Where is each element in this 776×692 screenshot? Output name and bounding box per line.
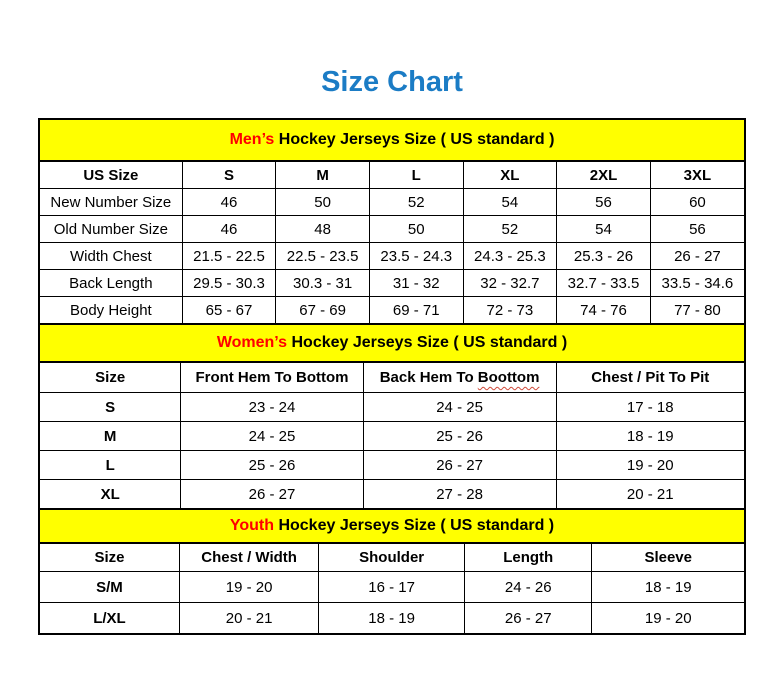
womens-section-title: Hockey Jerseys Size ( US standard ) bbox=[287, 334, 568, 351]
table-cell: 77 - 80 bbox=[650, 297, 744, 324]
table-cell: 54 bbox=[557, 216, 651, 243]
table-row bbox=[40, 603, 744, 634]
table-cell: 56 bbox=[557, 189, 651, 216]
table-cell: 21.5 - 22.5 bbox=[182, 243, 276, 270]
youth-section-highlight: Youth bbox=[229, 517, 274, 534]
table-row bbox=[40, 422, 744, 451]
table-row bbox=[40, 270, 744, 297]
womens-size-table bbox=[40, 363, 744, 508]
page-title: Size Chart bbox=[321, 66, 463, 98]
table-cell: 19 - 20 bbox=[179, 572, 318, 603]
table-cell: 19 - 20 bbox=[556, 451, 744, 480]
table-cell: 26 - 27 bbox=[650, 243, 744, 270]
row-label: S/M bbox=[40, 572, 179, 603]
table-cell: 60 bbox=[650, 189, 744, 216]
table-cell: 30.3 - 31 bbox=[276, 270, 370, 297]
size-chart bbox=[38, 118, 746, 635]
row-label: L bbox=[40, 451, 181, 480]
table-row bbox=[40, 572, 744, 603]
table-cell: 19 - 20 bbox=[592, 603, 744, 634]
column-header: Front Hem To Bottom bbox=[181, 363, 363, 393]
table-cell: 25 - 26 bbox=[363, 422, 556, 451]
column-header-text: Back Hem To bbox=[379, 369, 478, 386]
row-label: Old Number Size bbox=[40, 216, 182, 243]
column-header: Shoulder bbox=[319, 544, 465, 572]
row-label: Body Height bbox=[40, 297, 182, 324]
mens-section-highlight: Men’s bbox=[229, 131, 275, 148]
column-header: Sleeve bbox=[592, 544, 744, 572]
table-row bbox=[40, 393, 744, 422]
table-cell: 25.3 - 26 bbox=[557, 243, 651, 270]
table-row bbox=[40, 189, 744, 216]
table-cell: 72 - 73 bbox=[463, 297, 557, 324]
table-cell: 24.3 - 25.3 bbox=[463, 243, 557, 270]
table-cell: 24 - 25 bbox=[363, 393, 556, 422]
column-header bbox=[363, 363, 556, 393]
table-row bbox=[40, 216, 744, 243]
table-cell: 26 - 27 bbox=[181, 480, 363, 509]
table-cell: 22.5 - 23.5 bbox=[276, 243, 370, 270]
table-cell: 67 - 69 bbox=[276, 297, 370, 324]
row-label: New Number Size bbox=[40, 189, 182, 216]
table-cell: 24 - 26 bbox=[465, 572, 592, 603]
table-row bbox=[40, 451, 744, 480]
mens-header-row bbox=[40, 162, 744, 189]
table-cell: 50 bbox=[276, 189, 370, 216]
youth-section-title: Hockey Jerseys Size ( US standard ) bbox=[274, 517, 555, 534]
column-header: L bbox=[369, 162, 463, 189]
table-cell: 46 bbox=[182, 216, 276, 243]
column-header: US Size bbox=[40, 162, 182, 189]
table-row bbox=[40, 243, 744, 270]
mens-section-banner bbox=[40, 120, 744, 162]
table-cell: 17 - 18 bbox=[556, 393, 744, 422]
womens-section-highlight: Women’s bbox=[216, 334, 288, 351]
table-cell: 46 bbox=[182, 189, 276, 216]
table-cell: 50 bbox=[369, 216, 463, 243]
table-cell: 74 - 76 bbox=[557, 297, 651, 324]
table-cell: 26 - 27 bbox=[465, 603, 592, 634]
row-label: M bbox=[40, 422, 181, 451]
table-cell: 27 - 28 bbox=[363, 480, 556, 509]
row-label: XL bbox=[40, 480, 181, 509]
table-cell: 18 - 19 bbox=[556, 422, 744, 451]
column-header: XL bbox=[463, 162, 557, 189]
mens-size-table bbox=[40, 162, 744, 323]
column-header: Chest / Pit To Pit bbox=[556, 363, 744, 393]
table-cell: 56 bbox=[650, 216, 744, 243]
table-cell: 20 - 21 bbox=[556, 480, 744, 509]
table-cell: 25 - 26 bbox=[181, 451, 363, 480]
table-row bbox=[40, 297, 744, 324]
mens-section-title: Hockey Jerseys Size ( US standard ) bbox=[274, 131, 555, 148]
row-label: L/XL bbox=[40, 603, 179, 634]
youth-header-row bbox=[40, 544, 744, 572]
column-header: S bbox=[182, 162, 276, 189]
column-header: Size bbox=[40, 363, 181, 393]
row-label: S bbox=[40, 393, 181, 422]
womens-section-banner bbox=[40, 323, 744, 363]
table-cell: 65 - 67 bbox=[182, 297, 276, 324]
row-label: Back Length bbox=[40, 270, 182, 297]
column-header: Length bbox=[465, 544, 592, 572]
column-header: Chest / Width bbox=[179, 544, 318, 572]
womens-header-row bbox=[40, 363, 744, 393]
table-cell: 23.5 - 24.3 bbox=[369, 243, 463, 270]
youth-size-table bbox=[40, 544, 744, 633]
table-cell: 32.7 - 33.5 bbox=[557, 270, 651, 297]
table-cell: 33.5 - 34.6 bbox=[650, 270, 744, 297]
table-row bbox=[40, 480, 744, 509]
column-header: M bbox=[276, 162, 370, 189]
table-cell: 16 - 17 bbox=[319, 572, 465, 603]
table-cell: 18 - 19 bbox=[592, 572, 744, 603]
column-header: Size bbox=[40, 544, 179, 572]
table-cell: 32 - 32.7 bbox=[463, 270, 557, 297]
youth-section-banner bbox=[40, 508, 744, 544]
table-cell: 54 bbox=[463, 189, 557, 216]
table-cell: 29.5 - 30.3 bbox=[182, 270, 276, 297]
row-label: Width Chest bbox=[40, 243, 182, 270]
column-header: 3XL bbox=[650, 162, 744, 189]
table-cell: 20 - 21 bbox=[179, 603, 318, 634]
table-cell: 48 bbox=[276, 216, 370, 243]
table-cell: 31 - 32 bbox=[369, 270, 463, 297]
table-cell: 24 - 25 bbox=[181, 422, 363, 451]
column-header: 2XL bbox=[557, 162, 651, 189]
table-cell: 18 - 19 bbox=[319, 603, 465, 634]
table-cell: 26 - 27 bbox=[363, 451, 556, 480]
table-cell: 52 bbox=[463, 216, 557, 243]
table-cell: 23 - 24 bbox=[181, 393, 363, 422]
table-cell: 69 - 71 bbox=[369, 297, 463, 324]
table-cell: 52 bbox=[369, 189, 463, 216]
misspelled-word: Boottom bbox=[477, 369, 540, 386]
